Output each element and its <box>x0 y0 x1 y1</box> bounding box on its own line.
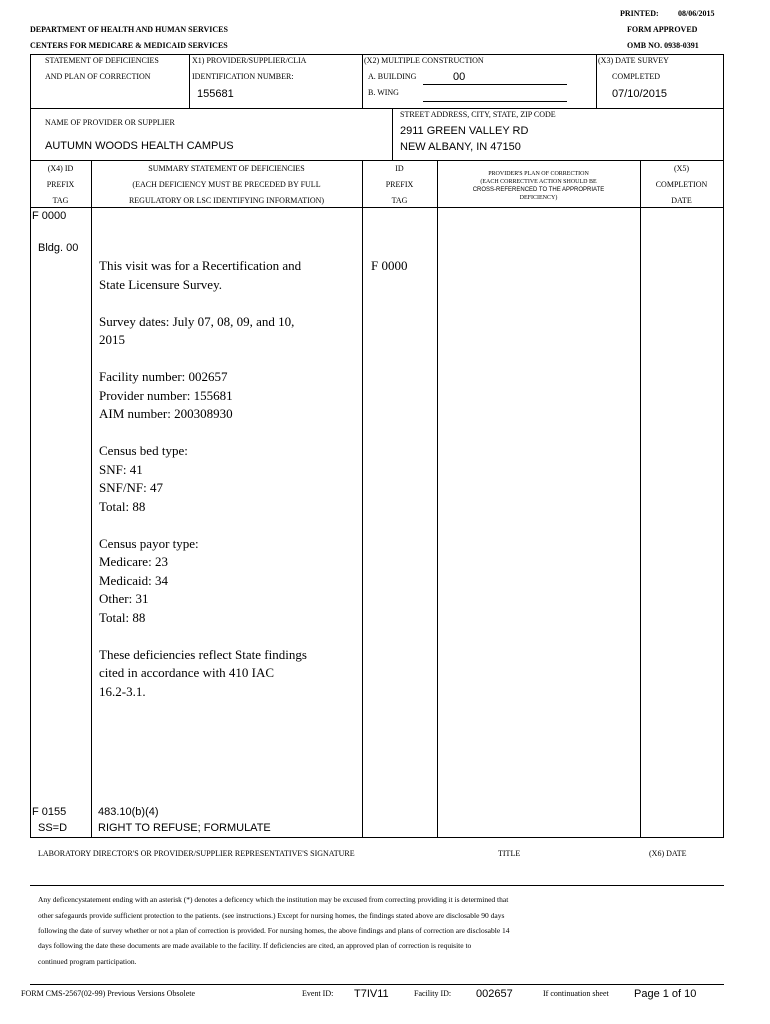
x4-tag-header: TAG <box>52 196 69 205</box>
completion-header: COMPLETION <box>655 180 708 189</box>
id-prefix-header: PREFIX <box>385 180 414 189</box>
regulation-number: 483.10(b)(4) <box>98 806 159 818</box>
address-label: STREET ADDRESS, CITY, STATE, ZIP CODE <box>400 110 556 119</box>
form-approved: FORM APPROVED <box>627 25 698 34</box>
scope-severity: SS=D <box>38 822 68 834</box>
summary-paragraph <box>99 442 359 516</box>
facility-id-label: Facility ID: <box>414 989 452 998</box>
summary-line: State Licensure Survey. <box>99 276 222 292</box>
title-label: TITLE <box>498 849 521 858</box>
provider-id-value: 155681 <box>197 88 234 100</box>
summary-statement <box>99 257 359 720</box>
summary-line: Provider number: 155681 <box>99 387 233 403</box>
printed-label: PRINTED: <box>620 9 659 18</box>
x1-sub-label: IDENTIFICATION NUMBER: <box>192 72 294 81</box>
form-number: FORM CMS-2567(02-99) Previous Versions Obsolete <box>21 989 196 998</box>
summary-line: SNF/NF: 47 <box>99 480 163 495</box>
building-tag: Bldg. 00 <box>38 242 79 254</box>
summary-line: Total: 88 <box>99 498 146 514</box>
signature-label: LABORATORY DIRECTOR'S OR PROVIDER/SUPPLIER REPRESENTATIVE'S SIGNATURE <box>38 849 355 858</box>
plan-header-1: PROVIDER'S PLAN OF CORRECTION <box>488 171 589 177</box>
notice-line: continued program participation. <box>38 957 137 966</box>
summary-line: Census bed type: <box>99 443 188 458</box>
summary-line: These deficiencies reflect State findings <box>99 646 307 662</box>
summary-header-1: SUMMARY STATEMENT OF DEFICIENCIES <box>148 164 305 173</box>
statement-label: STATEMENT OF DEFICIENCIES <box>45 56 159 65</box>
x1-label: X1) PROVIDER/SUPPLIER/CLIA <box>192 56 307 65</box>
event-id-value: T7IV11 <box>354 988 389 1000</box>
plan-header-3: CROSS-REFERENCED TO THE APPROPRIATE <box>472 187 605 193</box>
summary-line: This visit was for a Recertification and <box>99 258 302 273</box>
summary-paragraph <box>99 257 359 294</box>
survey-completed-date: 07/10/2015 <box>612 88 668 100</box>
address-city: NEW ALBANY, IN 47150 <box>400 141 521 153</box>
building-label: A. BUILDING <box>368 72 417 81</box>
address-street: 2911 GREEN VALLEY RD <box>400 125 529 137</box>
summary-line: 2015 <box>99 332 125 347</box>
summary-header-2: (EACH DEFICIENCY MUST BE PRECEDED BY FULL <box>132 180 321 189</box>
summary-paragraph <box>99 646 359 702</box>
plan-label: AND PLAN OF CORRECTION <box>45 72 151 81</box>
page-number: Page 1 of 10 <box>634 988 697 1000</box>
x6-date-label: (X6) DATE <box>649 849 687 858</box>
id-tag-header: TAG <box>391 196 408 205</box>
summary-line: Census payor type: <box>99 535 199 551</box>
omb-number: OMB NO. 0938-0391 <box>627 41 699 50</box>
x3-sub-label: COMPLETED <box>612 72 660 81</box>
summary-line: Medicaid: 34 <box>99 572 168 588</box>
x3-label: (X3) DATE SURVEY <box>598 56 669 65</box>
summary-paragraph <box>99 368 359 424</box>
prefix-tag-f0000: F 0000 <box>32 210 67 222</box>
id-prefix-tag-f0000: F 0000 <box>371 258 408 273</box>
facility-id-value: 002657 <box>476 988 513 1000</box>
notice-line: following the date of survey whether or not a plan of correction is provided. For nursing homes, the above findings and plans of correction are disclosable 14 <box>38 926 510 935</box>
x4-id-header: (X4) ID <box>47 164 74 173</box>
id-header: ID <box>395 164 404 173</box>
summary-paragraph <box>99 535 359 628</box>
x4-prefix-header: PREFIX <box>46 180 75 189</box>
provider-name: AUTUMN WOODS HEALTH CAMPUS <box>45 140 234 152</box>
event-id-label: Event ID: <box>302 989 334 998</box>
summary-line: cited in accordance with 410 IAC <box>99 665 275 680</box>
summary-line: Total: 88 <box>99 609 146 625</box>
wing-label: B. WING <box>368 88 399 97</box>
building-value: 00 <box>453 71 466 83</box>
plan-header-2: (EACH CORRECTIVE ACTION SHOULD BE <box>480 179 597 185</box>
summary-line: Survey dates: July 07, 08, 09, and 10, <box>99 313 295 329</box>
summary-line: AIM number: 200308930 <box>99 406 233 421</box>
x2-label: (X2) MULTIPLE CONSTRUCTION <box>364 56 484 65</box>
centers-name: CENTERS FOR MEDICARE & MEDICAID SERVICES <box>30 41 228 50</box>
regulation-title: RIGHT TO REFUSE; FORMULATE <box>98 822 271 834</box>
summary-line: Medicare: 23 <box>99 554 168 569</box>
notice-line: Any deficencystatement ending with an asterisk (*) denotes a deficency which the institution may be excused from correcting providing it is determined that <box>38 895 509 904</box>
x5-header: (X5) <box>673 164 690 173</box>
summary-line: 16.2-3.1. <box>99 683 146 699</box>
department-name: DEPARTMENT OF HEALTH AND HUMAN SERVICES <box>30 25 228 34</box>
continuation-label: If continuation sheet <box>543 989 609 998</box>
date-header: DATE <box>671 196 692 205</box>
summary-paragraph <box>99 313 359 350</box>
notice-line: days following the date these documents are made available to the facility. If deficiencies are cited, an approved plan of correction is requisite to <box>38 941 472 950</box>
plan-header-4: DEFICIENCY) <box>519 195 558 201</box>
summary-line: Facility number: 002657 <box>99 369 228 384</box>
notice-line: other safegaurds provide sufficient protection to the patients. (see instructions.) Except for nursing homes, the findings stated above are disclosable 90 days <box>38 911 505 920</box>
prefix-tag-f0155: F 0155 <box>32 806 67 818</box>
summary-line: SNF: 41 <box>99 461 143 477</box>
summary-line: Other: 31 <box>99 591 149 606</box>
printed-date: 08/06/2015 <box>678 9 715 18</box>
summary-header-3: REGULATORY OR LSC IDENTIFYING INFORMATION) <box>128 196 325 205</box>
provider-name-label: NAME OF PROVIDER OR SUPPLIER <box>45 118 175 127</box>
